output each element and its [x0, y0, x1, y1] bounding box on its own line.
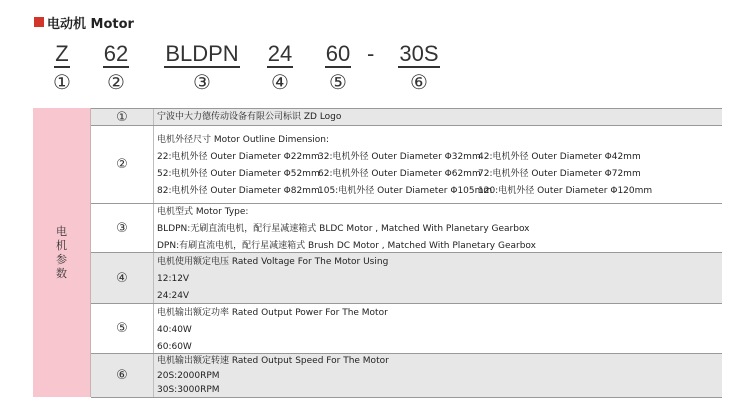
section-title: 电动机 Motor	[47, 16, 134, 32]
table-row	[91, 109, 722, 126]
row-line: 12:12V	[157, 274, 190, 284]
row-content	[157, 254, 722, 305]
table-row	[91, 204, 722, 253]
row-content	[157, 109, 722, 126]
motor-parameter-table	[33, 108, 722, 397]
row-line: 电机型式 Motor Type:	[157, 207, 249, 217]
code-number: ①	[53, 70, 71, 94]
dimension-grid	[157, 149, 722, 200]
row-index: ⑥	[91, 354, 154, 397]
code-number: ②	[107, 70, 125, 94]
row-content	[157, 354, 722, 397]
table-row	[91, 354, 722, 398]
code-part-3	[164, 42, 240, 94]
code-number: ④	[271, 70, 289, 94]
table-row	[91, 126, 722, 204]
row-content	[157, 305, 722, 356]
code-number: ③	[193, 70, 211, 94]
row-index: ①	[91, 109, 154, 125]
row-line: 24:24V	[157, 291, 190, 301]
code-segment: Z	[55, 41, 69, 66]
row-line: 20S:2000RPM	[157, 371, 220, 381]
side-label-text: 电机参数	[56, 224, 67, 280]
code-segment: BLDPN	[165, 41, 239, 66]
dimension-item: 120:电机外径 Outer Diameter Φ120mm	[478, 186, 653, 196]
code-part-2	[101, 42, 131, 94]
dimension-item: 105:电机外径 Outer Diameter Φ105mm	[318, 186, 493, 196]
code-part-6	[398, 42, 440, 94]
row-line: 宁波中大力德传动设备有限公司标识 ZD Logo	[157, 112, 342, 122]
code-segment: 60	[325, 41, 351, 66]
table-row	[91, 253, 722, 304]
section-header	[34, 12, 134, 32]
dimension-item: 52:电机外径 Outer Diameter Φ52mm	[157, 169, 320, 179]
code-segment: 30S	[399, 41, 439, 66]
dimension-item: 42:电机外径 Outer Diameter Φ42mm	[478, 152, 641, 162]
code-part-1	[51, 42, 73, 94]
code-segment: 24	[267, 41, 293, 66]
row-index: ⑤	[91, 304, 154, 353]
dimension-item: 32:电机外径 Outer Diameter Φ32mm	[318, 152, 481, 162]
row-line: DPN:有刷直流电机，配行星减速箱式 Brush DC Motor , Matched With Planetary Gearbox	[157, 241, 536, 251]
table-rows	[91, 108, 722, 397]
row-line: 60:60W	[157, 342, 192, 352]
dimension-item: 72:电机外径 Outer Diameter Φ72mm	[478, 169, 641, 179]
row-content	[157, 204, 722, 255]
row-index: ④	[91, 253, 154, 303]
code-number: ⑥	[410, 70, 428, 94]
code-segment: 62	[103, 41, 129, 66]
row-line: 电机输出额定功率 Rated Output Power For The Motor	[157, 308, 388, 318]
row-line: 电机使用额定电压 Rated Voltage For The Motor Using	[157, 257, 389, 267]
dimension-item: 62:电机外径 Outer Diameter Φ62mm	[318, 169, 481, 179]
row-heading: 电机外径尺寸 Motor Outline Dimension:	[157, 135, 330, 145]
row-line: BLDPN:无刷直流电机，配行星减速箱式 BLDC Motor , Matched With Planetary Gearbox	[157, 224, 530, 234]
dimension-item: 22:电机外径 Outer Diameter Φ22mm	[157, 152, 320, 162]
row-line: 40:40W	[157, 325, 192, 335]
row-line: 电机输出额定转速 Rated Output Speed For The Motor	[157, 356, 389, 366]
row-line: 30S:3000RPM	[157, 385, 220, 395]
code-number: ⑤	[329, 70, 347, 94]
row-index: ②	[91, 126, 154, 203]
table-side-label	[33, 108, 91, 397]
red-square-icon	[34, 17, 44, 27]
code-dash: -	[367, 41, 375, 66]
row-index: ③	[91, 204, 154, 252]
code-part-5	[323, 42, 353, 94]
dimension-item: 82:电机外径 Outer Diameter Φ82mm	[157, 186, 320, 196]
code-part-4	[265, 42, 295, 94]
table-row	[91, 304, 722, 354]
row-content	[157, 132, 722, 200]
